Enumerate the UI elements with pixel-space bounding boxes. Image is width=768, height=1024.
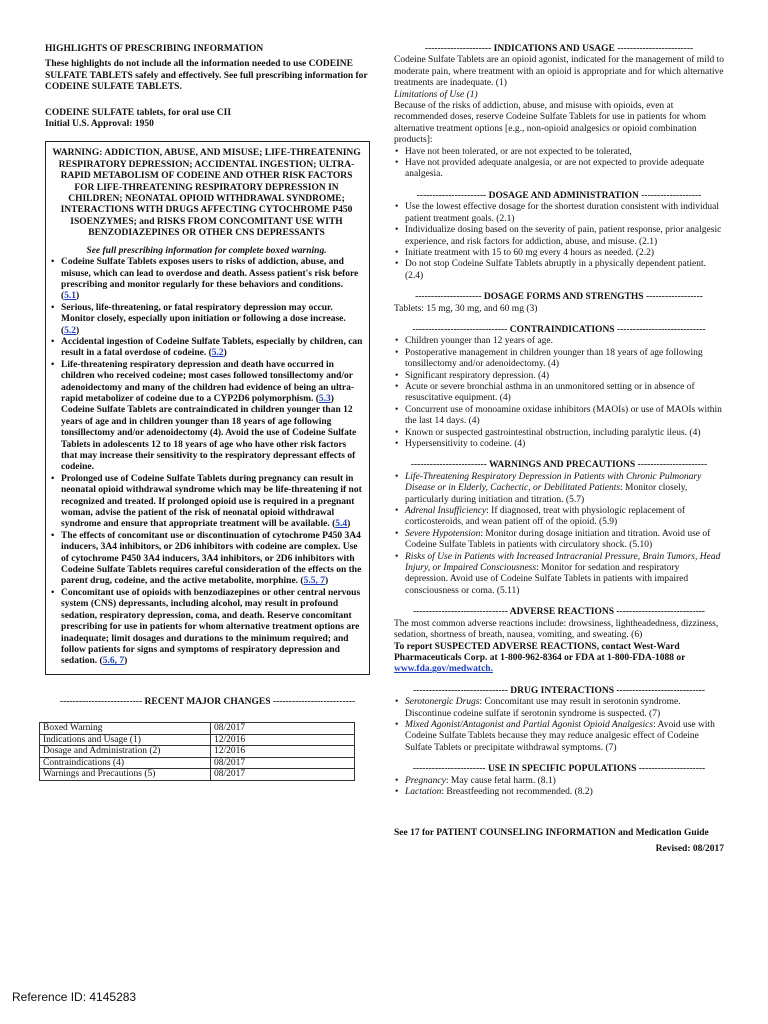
list-item [394, 506, 724, 529]
list-item: • Do not stop Codeine Sulfate Tablets abruptly in a physically dependent patient. (2.4) [394, 259, 724, 282]
list-item [394, 529, 724, 552]
section-link[interactable]: 5.4 [335, 519, 348, 530]
section-link[interactable]: 5.5, 7 [303, 576, 325, 587]
section-link[interactable]: 5.2 [64, 325, 77, 336]
boxed-warning-note: See full prescribing information for complete boxed warning. [86, 245, 327, 256]
warning-text: Concomitant use of opioids with benzodiazepines or other central nervous system (CNS) depressants, including alcohol, may result in profound sedation, respiratory depression, coma, and death. Reserve concomitant prescribing for use in patients for whom alternative treatment options are inadequate; limit dosages and durations to the minimum required; and follow patients for signs and symptoms of respiratory depression and sedation. ( [61, 587, 361, 667]
change-date: 12/2016 [211, 734, 355, 746]
list-item: • Have not provided adequate analgesia, or are not expected to provide adequate analgesia. [394, 158, 724, 181]
warning-tail: ) [223, 348, 227, 359]
item-text: : If diagnosed, treat with physiologic replacement of corticosteroids, and wean patient off of the opioid. (5.9) [405, 506, 686, 528]
boxed-warning-item [50, 337, 363, 360]
item-label: Life-Threatening Respiratory Depression in Patients with Chronic Pulmonary Disease or in Elderly, Cachectic, or Debilitated Patients [405, 471, 702, 494]
section-link[interactable]: 5.3 [318, 393, 331, 404]
product-line: CODEINE SULFATE tablets, for oral use CII [45, 107, 232, 118]
item-text: : Monitor for sedation and respiratory depression. Avoid use of Codeine Sulfate Tablets in patients with impaired consciousness or coma. (5.11) [405, 563, 689, 596]
warning-text: Life-threatening respiratory depression and death have occurred in children who received codeine; most cases followed tonsillectomy and/or adenoidectomy and many of the children had evidence of being an ultra-rapid metabolizer of codeine due to a CYP2D6 polymorphism. ( [61, 359, 355, 404]
adverse-report-text: To report SUSPECTED ADVERSE REACTIONS, contact West-Ward Pharmaceuticals Corp. at 1-800-962-8364 or FDA at 1-800-FDA-1088 or [394, 641, 686, 663]
list-item: • Individualize dosing based on the severity of pain, patient response, prior analgesic experience, and risk factors for addiction, abuse, and misuse. (2.1) [394, 225, 724, 248]
dosage-list [394, 202, 724, 282]
boxed-warning-title: WARNING: ADDICTION, ABUSE, AND MISUSE; LIFE-THREATENING RESPIRATORY DEPRESSION; ACCIDENTAL INGESTION; ULTRA-RAPID METABOLISM OF CODEINE AND OTHER RISK FACTORS FOR LIFE-THREATENING RESPIRATORY DEPRESSION IN CHILDREN; NEONATAL OPIOID WITHDRAWAL SYNDROME; INTERACTIONS WITH DRUGS AFFECTING CYTOCHROME P450 ISOENZYMES; and RISKS FROM CONCOMITANT USE WITH BENZODIAZEPINES OR OTHER CNS DEPRESSANTS [52, 148, 361, 239]
table-row [40, 769, 355, 781]
list-item: • Significant respiratory depression. (4) [394, 371, 724, 382]
change-date: 08/2017 [211, 769, 355, 781]
left-column [45, 44, 370, 781]
item-text: : Avoid use with Codeine Sulfate Tablets because they may reduce analgesic effect of Codeine Sulfate Tablets or precipitate withdrawal symptoms. (7) [405, 719, 715, 753]
warning-text: Codeine Sulfate Tablets exposes users to risks of addiction, abuse, and misuse, which can lead to overdose and death. Assess patient's risk before prescribing and monitor regularly for these behaviors and conditions. ( [61, 257, 359, 302]
boxed-warning-item [50, 588, 363, 668]
warning-tail: ) [347, 519, 351, 530]
warning-text: Serious, life-threatening, or fatal respiratory depression may occur. Monitor closely, especially upon initiation or following a dose increase. ( [61, 302, 346, 336]
list-item: • Children younger than 12 years of age. [394, 336, 724, 347]
warnings-header: ------------------------ WARNINGS AND PRECAUTIONS ---------------------- [410, 460, 708, 471]
change-section: Boxed Warning [40, 723, 211, 735]
item-label: Pregnancy [405, 775, 446, 786]
recent-major-changes-header: -------------------------- RECENT MAJOR CHANGES -------------------------- [59, 696, 356, 707]
dosage-forms-body: Tablets: 15 mg, 30 mg, and 60 mg (3) [394, 303, 538, 314]
adverse-report [394, 642, 724, 676]
boxed-warning-item [50, 303, 363, 337]
reference-id: Reference ID: 4145283 [12, 990, 137, 1004]
item-label: Adrenal Insufficiency [405, 506, 487, 517]
limitations-label: Limitations of Use (1) [394, 89, 478, 100]
change-section: Warnings and Precautions (5) [40, 769, 211, 781]
item-text: : May cause fetal harm. (8.1) [445, 775, 556, 786]
medwatch-link[interactable]: www.fda.gov/medwatch. [394, 664, 493, 675]
item-text: : Concomitant use may result in serotonin syndrome. Discontinue codeine sulfate if serotonin syndrome is suspected. (7) [405, 697, 681, 719]
section-link[interactable]: 5.1 [64, 291, 77, 302]
contraindications-list [394, 336, 724, 450]
table-row [40, 757, 355, 769]
list-item [394, 552, 724, 598]
list-item: • Initiate treatment with 15 to 60 mg every 4 hours as needed. (2.2) [394, 248, 724, 259]
item-text: : Monitor closely, particularly during initiation and titration. (5.7) [405, 483, 688, 505]
highlights-title: HIGHLIGHTS OF PRESCRIBING INFORMATION [45, 44, 264, 54]
list-item: • Use the lowest effective dosage for the shortest duration consistent with individual patient treatment goals. (2.1) [394, 202, 724, 225]
indications-body: Codeine Sulfate Tablets are an opioid agonist, indicated for the management of mild to moderate pain, where treatment with an opioid is appropriate and for which alternative treatments are inadequate. (1) [394, 55, 724, 89]
initial-approval: Initial U.S. Approval: 1950 [45, 119, 154, 130]
change-date: 12/2016 [211, 746, 355, 758]
item-label: Mixed Agonist/Antagonist and Partial Agonist Opioid Analgesics [405, 719, 654, 730]
list-item: • Hypersensitivity to codeine. (4) [394, 439, 724, 450]
boxed-warning [45, 141, 370, 674]
change-section: Contraindications (4) [40, 757, 211, 769]
indications-header: --------------------- INDICATIONS AND USAGE ------------------------ [424, 44, 694, 54]
warning-tail: ) [324, 576, 329, 587]
list-item: • Concurrent use of monoamine oxidase inhibitors (MAOIs) or use of MAOIs within the last 14 days. (4) [394, 405, 724, 428]
contraindications-header: ------------------------------ CONTRAINDICATIONS ---------------------------- [412, 324, 706, 335]
section-link[interactable]: 5.2 [211, 348, 224, 359]
boxed-warning-item [50, 360, 363, 474]
revised-date: Revised: 08/2017 [655, 843, 724, 854]
warning-text: The effects of concomitant use or discontinuation of cytochrome P450 3A4 inducers, 3A4 inhibitors, or 2D6 inhibitors with codeine are complex. Use of cytochrome P450 3A4 inducers, 3A4 inhibitors, or 2D6 inhibitors with Codeine Sulfate Tablets requires careful consideration of the effects on the parent drug, codeine, and the active metabolite, morphine. ( [61, 530, 362, 587]
list-item: • Acute or severe bronchial asthma in an unmonitored setting or in absence of resuscitative equipment. (4) [394, 382, 724, 405]
item-label: Lactation [405, 786, 442, 797]
dosage-header: ---------------------- DOSAGE AND ADMINISTRATION ------------------- [416, 190, 702, 201]
warning-tail: ) Codeine Sulfate Tablets are contraindicated in children younger than 12 years of age and in children younger than 18 years of age following tonsillectomy and/or adenoidectomy (4). Avoid the use of Codeine Sulfate Tablets in adolescents 12 to 18 years of age who have other risk factors that may increase their sensitivity to the respiratory depressant effects of codeine. [61, 393, 357, 473]
list-item: • Known or suspected gastrointestinal obstruction, including paralytic ileus. (4) [394, 428, 724, 439]
boxed-warning-item [50, 531, 363, 588]
item-label: Risks of Use in Patients with Increased Intracranial Pressure, Brain Tumors, Head Injury, or Impaired Consciousness [405, 551, 721, 574]
item-label: Serotonergic Drugs [405, 697, 480, 708]
table-row [40, 734, 355, 746]
interactions-list [394, 697, 724, 754]
warning-text: Prolonged use of Codeine Sulfate Tablets during pregnancy can result in neonatal opioid withdrawal syndrome which may be life-threatening if not recognized and treated. If prolonged opioid use is required in a pregnant woman, advise the patient of the risk of neonatal opioid withdrawal syndrome and ensure that appropriate treatment will be available. ( [61, 473, 362, 530]
interactions-header: ------------------------------ DRUG INTERACTIONS ---------------------------- [413, 685, 705, 696]
counseling-note: See 17 for PATIENT COUNSELING INFORMATION and Medication Guide [394, 828, 709, 839]
boxed-warning-item [50, 257, 363, 303]
adverse-body: The most common adverse reactions include: drowsiness, lightheadedness, dizziness, sedation, shortness of breath, nausea, vomiting, and sweating. (6) [394, 618, 719, 641]
warning-tail: ) [124, 656, 128, 667]
change-section: Indications and Usage (1) [40, 734, 211, 746]
list-item [394, 720, 724, 754]
right-column [394, 44, 724, 855]
boxed-warning-list [50, 257, 363, 668]
boxed-warning-item [50, 474, 363, 531]
indications-list [394, 147, 724, 181]
section-link[interactable]: 5.6, 7 [102, 656, 125, 667]
list-item: • Have not been tolerated, or are not expected to be tolerated, [394, 147, 724, 158]
dosage-forms-header: --------------------- DOSAGE FORMS AND STRENGTHS ------------------ [415, 292, 703, 303]
populations-header: ----------------------- USE IN SPECIFIC POPULATIONS --------------------- [412, 764, 706, 775]
item-text: : Monitor during dosage initiation and titration. Avoid use of Codeine Sulfate Tablets in patients with circulatory shock. (5.10) [405, 528, 711, 551]
warnings-list [394, 472, 724, 597]
item-text: : Breastfeeding not recommended. (8.2) [441, 786, 593, 797]
list-item [394, 776, 724, 787]
table-row [40, 746, 355, 758]
warning-text: Accidental ingestion of Codeine Sulfate Tablets, especially by children, can result in a fatal overdose of codeine. ( [61, 336, 363, 359]
list-item [394, 697, 724, 720]
warning-tail: ) [76, 325, 80, 336]
item-label: Severe Hypotension [405, 528, 481, 539]
warning-tail: ) [76, 291, 80, 302]
list-item [394, 472, 724, 506]
change-date: 08/2017 [211, 723, 355, 735]
populations-list [394, 776, 724, 799]
limitations-body: Because of the risks of addiction, abuse, and misuse with opioids, even at recommended doses, reserve Codeine Sulfate Tablets for use in patients for whom alternative treatment options [e.g., non-opioid analgesics or opioid combination products]: [394, 101, 707, 146]
list-item [394, 787, 724, 798]
adverse-header: ------------------------------ ADVERSE REACTIONS ---------------------------- [413, 607, 705, 618]
list-item: • Postoperative management in children younger than 18 years of age following tonsillectomy and/or adenoidectomy. (4) [394, 348, 724, 371]
change-date: 08/2017 [211, 757, 355, 769]
highlights-intro: These highlights do not include all the information needed to use CODEINE SULFATE TABLETS safely and effectively. See full prescribing information for CODEINE SULFATE TABLETS. [45, 59, 368, 93]
change-section: Dosage and Administration (2) [40, 746, 211, 758]
table-row [40, 723, 355, 735]
recent-major-changes-table [39, 722, 355, 781]
